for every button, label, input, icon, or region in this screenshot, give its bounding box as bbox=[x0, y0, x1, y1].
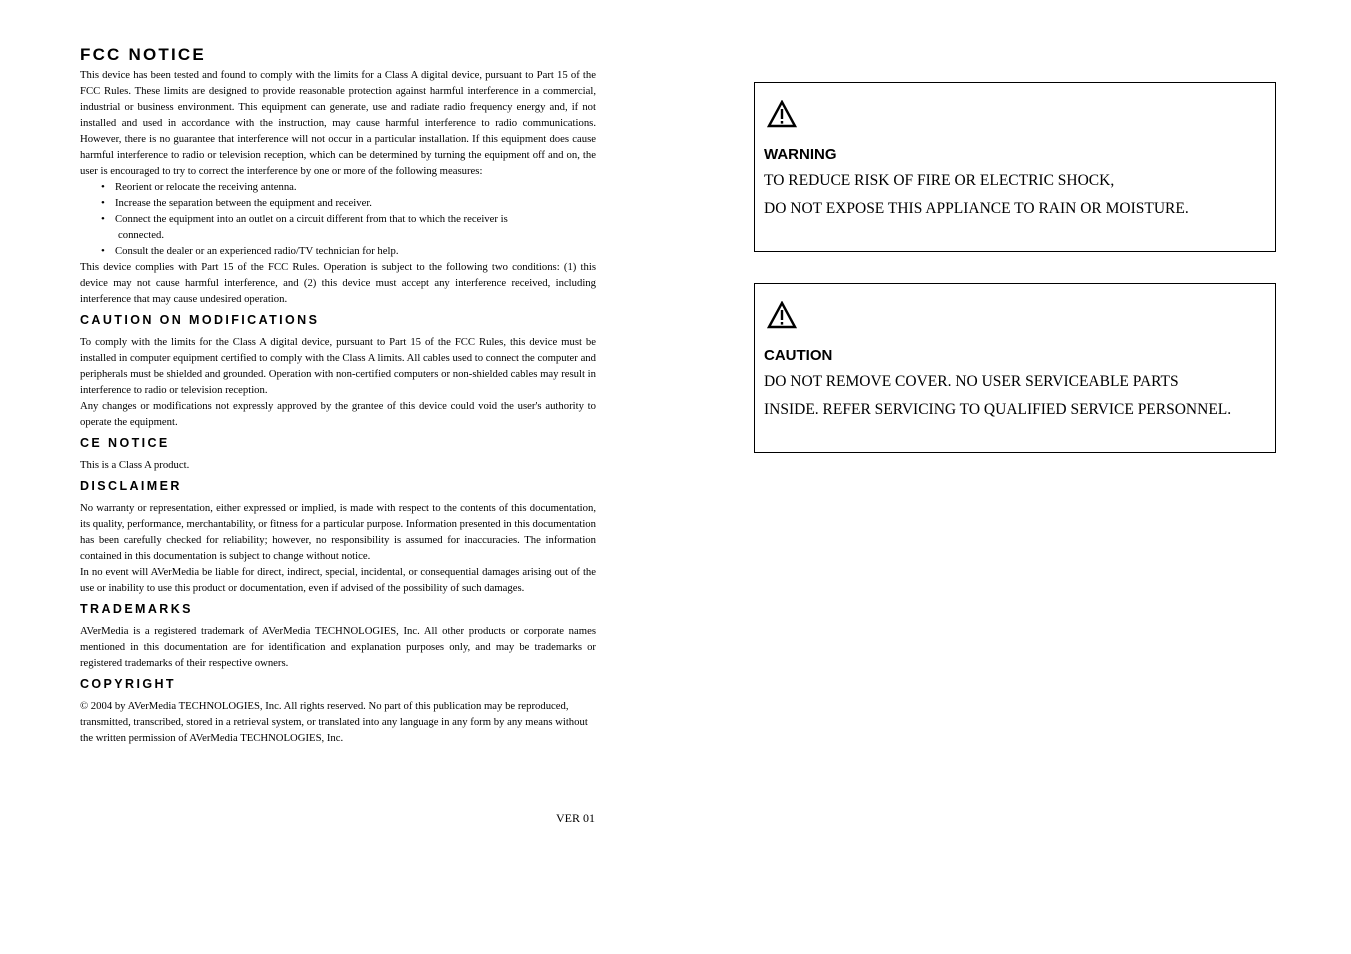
list-item bbox=[115, 243, 596, 259]
fcc-notice-outro: This device complies with Part 15 of the FCC Rules. Operation is subject to the following two conditions: (1) this device may not cause harmful interference, and (2) this device must accept any interference received, including interference that may cause undesired operation. bbox=[80, 261, 596, 305]
list-item-text: Reorient or relocate the receiving antenna. bbox=[115, 181, 297, 193]
disclaimer-heading: DISCLAIMER bbox=[80, 479, 182, 493]
caution-title: CAUTION bbox=[764, 347, 833, 364]
list-item bbox=[115, 195, 596, 211]
notices-column bbox=[80, 44, 596, 746]
disclaimer-paragraph: No warranty or representation, either expressed or implied, is made with respect to the contents of this documentation, its quality, performance, merchantability, or fitness for a particular purpose. Information presented in this documentation has been carefully checked for reliability; however, no responsibility is assumed for inaccuracies. The information contained in this documentation is subject to change without notice. bbox=[80, 502, 596, 562]
list-item bbox=[115, 179, 596, 195]
version-label: VER 01 bbox=[556, 811, 595, 825]
list-item-text: Connect the equipment into an outlet on a circuit different from that to which the receiver is bbox=[115, 213, 508, 225]
trademarks-text: AVerMedia is a registered trademark of AVerMedia TECHNOLOGIES, Inc. All other products or corporate names mentioned in this documentation are for identification and explanation purposes only, and may be trademarks or registered trademarks of their respective owners. bbox=[80, 625, 596, 669]
caution-line: DO NOT REMOVE COVER. NO USER SERVICEABLE PARTS bbox=[764, 373, 1179, 390]
copyright-heading: COPYRIGHT bbox=[80, 677, 176, 691]
caution-modifications-paragraph: Any changes or modifications not expressly approved by the grantee of this device could void the user's authority to operate the equipment. bbox=[80, 400, 596, 428]
warning-triangle-icon bbox=[767, 100, 797, 128]
list-item-continuation: connected. bbox=[118, 229, 164, 241]
list-item bbox=[115, 211, 596, 243]
caution-modifications-paragraph: To comply with the limits for the Class A digital device, pursuant to Part 15 of the FCC Rules, this device must be installed in computer equipment certified to comply with the Class A limits. All cables used to connect the computer and peripherals must be shielded and grounded. Operation with non-certified computers or non-shielded cables may result in interference to radio or television reception. bbox=[80, 336, 596, 396]
warning-title: WARNING bbox=[764, 146, 837, 163]
warning-box bbox=[754, 82, 1276, 252]
disclaimer-paragraph: In no event will AVerMedia be liable for direct, indirect, special, incidental, or consequential damages arising out of the use or inability to use this product or documentation, even if advised of the possibility of such damages. bbox=[80, 566, 596, 594]
ce-notice-text: This is a Class A product. bbox=[80, 459, 190, 471]
list-item-text: Increase the separation between the equipment and receiver. bbox=[115, 197, 372, 209]
warning-triangle-icon bbox=[767, 301, 797, 329]
copyright-text: © 2004 by AVerMedia TECHNOLOGIES, Inc. All rights reserved. No part of this publication may be reproduced, transmitted, transcribed, stored in a retrieval system, or translated into any language in any form by any means without the written permission of AVerMedia TECHNOLOGIES, Inc. bbox=[80, 700, 588, 744]
list-item-text: Consult the dealer or an experienced radio/TV technician for help. bbox=[115, 245, 399, 257]
caution-box bbox=[754, 283, 1276, 453]
trademarks-heading: TRADEMARKS bbox=[80, 602, 193, 616]
caution-line: INSIDE. REFER SERVICING TO QUALIFIED SERVICE PERSONNEL. bbox=[764, 401, 1232, 418]
warning-line: TO REDUCE RISK OF FIRE OR ELECTRIC SHOCK, bbox=[764, 172, 1115, 189]
ce-notice-heading: CE NOTICE bbox=[80, 436, 170, 450]
fcc-notice-heading: FCC NOTICE bbox=[80, 45, 206, 64]
fcc-measures-list bbox=[80, 179, 596, 259]
warning-line: DO NOT EXPOSE THIS APPLIANCE TO RAIN OR MOISTURE. bbox=[764, 200, 1189, 217]
fcc-notice-intro: This device has been tested and found to comply with the limits for a Class A digital device, pursuant to Part 15 of the FCC Rules. These limits are designed to provide reasonable protection against harmful interference in a commercial, industrial or business environment. This equipment can generate, use and radiate radio frequency energy and, if not installed and used in accordance with the instruction, may cause harmful interference to radio communications. However, there is no guarantee that interference will not occur in a particular installation. If this equipment does cause harmful interference to radio or television reception, which can be determined by turning the equipment off and on, the user is encouraged to try to correct the interference by one or more of the following measures: bbox=[80, 69, 596, 177]
caution-modifications-heading: CAUTION ON MODIFICATIONS bbox=[80, 313, 320, 327]
